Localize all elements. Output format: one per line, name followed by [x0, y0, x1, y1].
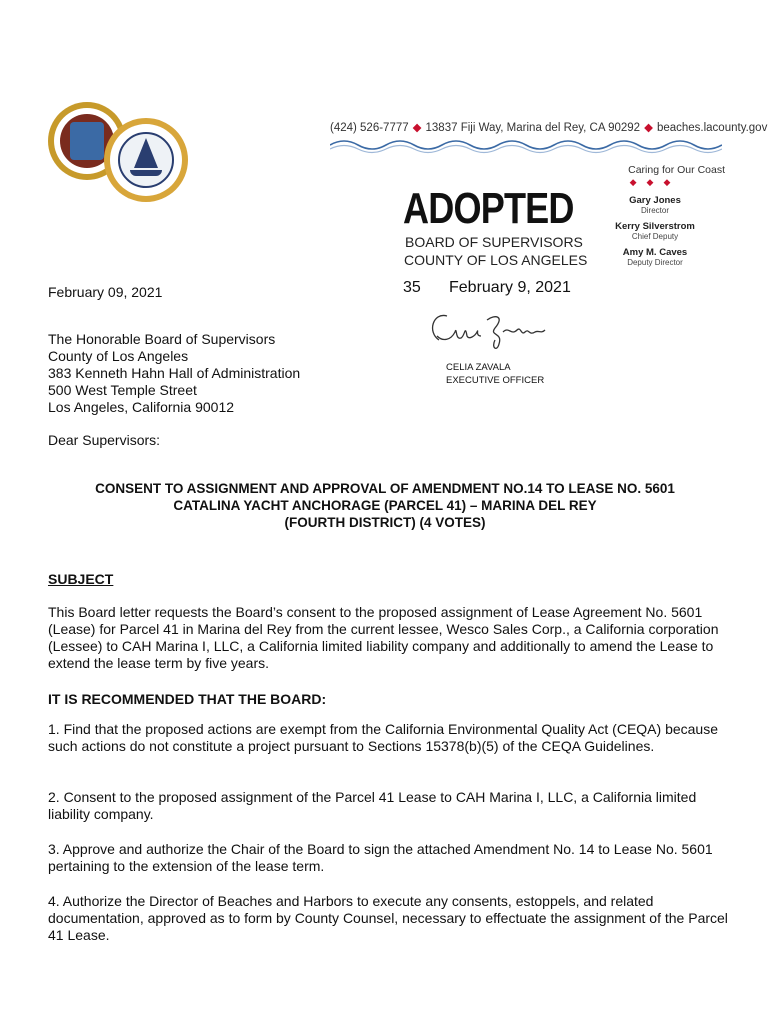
signer-title: EXECUTIVE OFFICER	[446, 375, 545, 386]
staff-title: Director	[640, 206, 669, 215]
letter-date: February 09, 2021	[48, 284, 163, 300]
staff-deputy-director	[600, 247, 710, 267]
recommendation-item: 4. Authorize the Director of Beaches and Harbors to execute any consents, estoppels, and related documentation, approved as to form by County Counsel, necessary to effectuate the assignment of the Parcel 41 Lease.	[48, 893, 728, 943]
header-website[interactable]: beaches.lacounty.gov	[656, 122, 768, 134]
subject-paragraph: This Board letter requests the Board’s consent to the proposed assignment of Lease Agreement No. 5601 (Lease) for Parcel 41 in Marina del Rey from the current lessee, Wesco Sales Corp., a California corporation (Lessee) to CAH Marina I, LLC, a California limited liability company and additionally to amend the Lease to extend the lease term by five years.	[48, 604, 719, 671]
recommendation-item: 3. Approve and authorize the Chair of the Board to sign the attached Amendment No. 14 to Lease No. 5601 pertaining to the extension of the lease term.	[48, 841, 713, 874]
staff-director	[600, 195, 710, 215]
title-line: CONSENT TO ASSIGNMENT AND APPROVAL OF AMENDMENT NO.14 TO LEASE NO. 5601	[95, 481, 675, 496]
stamp-board-line: BOARD OF SUPERVISORS	[405, 234, 583, 250]
staff-name: Amy M. Caves	[622, 247, 688, 258]
staff-title: Chief Deputy	[631, 232, 679, 241]
recommendation-item: 2. Consent to the proposed assignment of the Parcel 41 Lease to CAH Marina I, LLC, a California limited liability company.	[48, 789, 697, 822]
staff-name: Kerry Silverstrom	[615, 221, 695, 232]
title-line: CATALINA YACHT ANCHORAGE (PARCEL 41) – MARINA DEL REY	[173, 498, 597, 513]
subject-heading: SUBJECT	[48, 571, 114, 587]
address-line: County of Los Angeles	[48, 348, 189, 364]
header-address: 13837 Fiji Way, Marina del Rey, CA 90292	[425, 122, 641, 134]
staff-name: Gary Jones	[629, 195, 681, 206]
recommendations-heading: IT IS RECOMMENDED THAT THE BOARD:	[48, 691, 327, 707]
staff-chief-deputy	[600, 221, 710, 241]
address-line: 383 Kenneth Hahn Hall of Administration	[48, 365, 301, 381]
agenda-number: 35	[403, 279, 421, 296]
letter-title	[40, 480, 730, 531]
staff-title: Deputy Director	[627, 258, 683, 267]
recommendation-item: 1. Find that the proposed actions are exempt from the California Environmental Quality Act (CEQA) because such actions do not constitute a project pursuant to Sections 15378(b)(5) of the CEQA Guidelines.	[48, 721, 718, 754]
tagline: Caring for Our Coast	[628, 164, 725, 176]
header-phone: (424) 526-7777	[330, 122, 409, 134]
signer-name: CELIA ZAVALA	[446, 362, 511, 373]
stars-decoration-icon: ◆◆◆	[629, 177, 681, 187]
header-contact	[330, 120, 767, 134]
address-line: 500 West Temple Street	[48, 382, 197, 398]
salutation: Dear Supervisors:	[48, 432, 161, 448]
adopted-stamp: ADOPTED	[403, 184, 574, 233]
recipient-address	[48, 331, 300, 416]
bullet-icon: ◆	[644, 122, 653, 134]
address-line: Los Angeles, California 90012	[48, 399, 235, 415]
bullet-icon: ◆	[412, 122, 422, 134]
beaches-harbors-seal-logo	[104, 118, 188, 202]
wave-decoration-icon	[330, 136, 722, 154]
address-line: The Honorable Board of Supervisors	[48, 331, 276, 347]
title-line: (FOURTH DISTRICT) (4 VOTES)	[284, 515, 486, 530]
signature-icon	[425, 306, 555, 354]
stamp-county-line: COUNTY OF LOS ANGELES	[404, 252, 588, 268]
adopted-date: February 9, 2021	[449, 279, 571, 296]
